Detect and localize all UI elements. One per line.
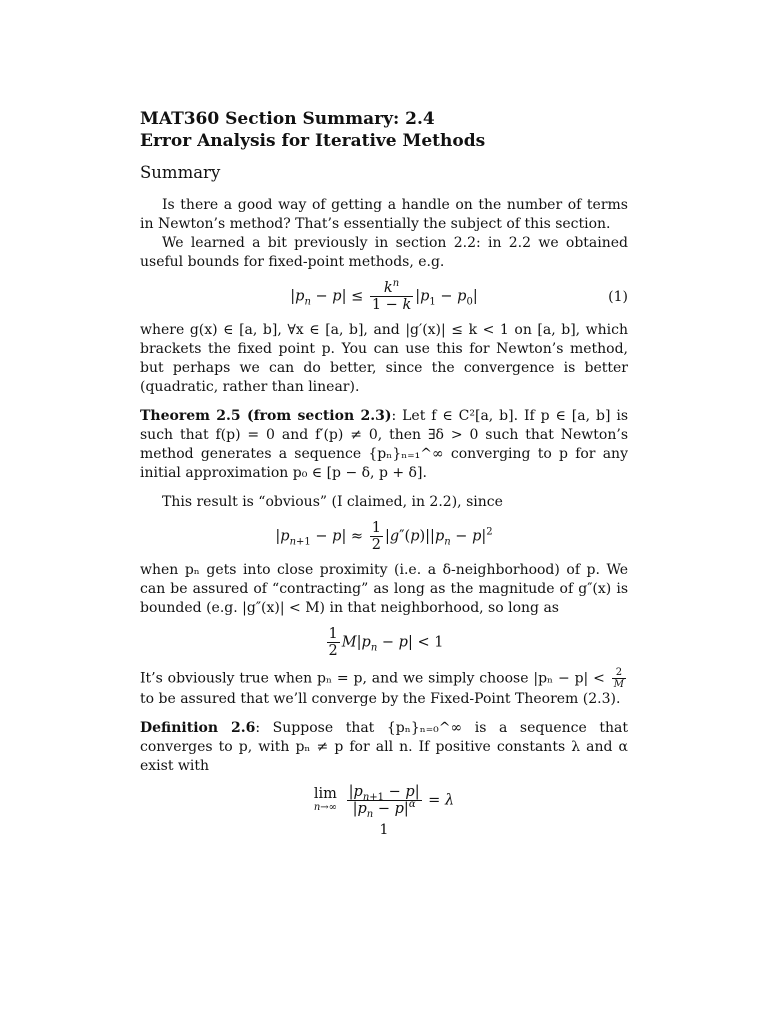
- paragraph-where: where g(x) ∈ [a, b], ∀x ∈ [a, b], and |g′(x)| ≤ k < 1 on [a, b], which brackets the fixed point p. You can use this for Newton’s method, but perhaps we can do better, since the convergence is better (quadratic, rather than linear).: [140, 322, 628, 395]
- equation-1: $|p_n - p|$ ≤ $\frac{k^n}{1 - k}$ $|p_1 - p_0|$ (1): [290, 278, 628, 313]
- paragraph-intro: Is there a good way of getting a handle on the number of terms in Newton’s method? That’s essentially the subject of this section.: [140, 197, 628, 232]
- equation-2: $|p_{n+1} - p|$ ≈ $\frac{1}{2}$ $|g''(p)||p_n - p|^2$: [275, 520, 493, 553]
- equation-number: (1): [608, 288, 628, 305]
- equation-3: $\frac{1}{2}$ $M|p_n - p| < 1$: [328, 626, 444, 659]
- paragraph-proximity: when pₙ gets into close proximity (i.e. a δ-neighborhood) of p. We can be assured of “contracting” as long as the magnitude of g″(x) is bounded (e.g. |g″(x)| < M) in that neighborhood, so long as: [140, 562, 628, 616]
- section-heading: Summary: [140, 163, 221, 182]
- paragraph-previous: We learned a bit previously in section 2.2: in 2.2 we obtained useful bounds for fixed-point methods, e.g.: [140, 235, 628, 270]
- theorem-label: Theorem 2.5 (from section 2.3): [140, 408, 392, 424]
- choose-text-b: to be assured that we’ll converge by the Fixed-Point Theorem (2.3).: [140, 691, 621, 707]
- page-number: 1: [379, 822, 389, 838]
- theorem-2-5: [140, 407, 628, 483]
- paragraph-obvious: This result is “obvious” (I claimed, in 2.2), since: [162, 494, 503, 510]
- equation-4: lim n→∞ $\frac{|p_{n+1} - p|}{|p_n - p|^\alpha}$ = λ: [313, 784, 455, 820]
- definition-label: Definition 2.6: [140, 720, 256, 736]
- theorem-text: : Let f ∈ C²[a, b]. If p ∈ [a, b] is such that f(p) = 0 and f′(p) ≠ 0, then ∃δ > 0 such that Newton’s method generates a sequence {pₙ}ₙ₌₁^∞ converging to p for any initial approximation p₀ ∈ [p − δ, p + δ].: [140, 408, 629, 481]
- document-subtitle: Error Analysis for Iterative Methods: [140, 131, 486, 151]
- definition-2-6: [140, 719, 628, 776]
- document-title: MAT360 Section Summary: 2.4: [140, 109, 435, 129]
- definition-text: : Suppose that {pₙ}ₙ₌₀^∞ is a sequence that converges to p, with pₙ ≠ p for all n. If positive constants λ and α exist with: [140, 720, 628, 774]
- choose-text-a: It’s obviously true when pₙ = p, and we simply choose |pₙ − p| <: [140, 670, 605, 687]
- paragraph-choose: It’s obviously true when pₙ = p, and we simply choose |pₙ − p| < $\frac{2}{M}$ to be assured that we’ll converge by the Fixed-Point Theorem (2.3).: [140, 667, 625, 707]
- document-page: [140, 108, 628, 825]
